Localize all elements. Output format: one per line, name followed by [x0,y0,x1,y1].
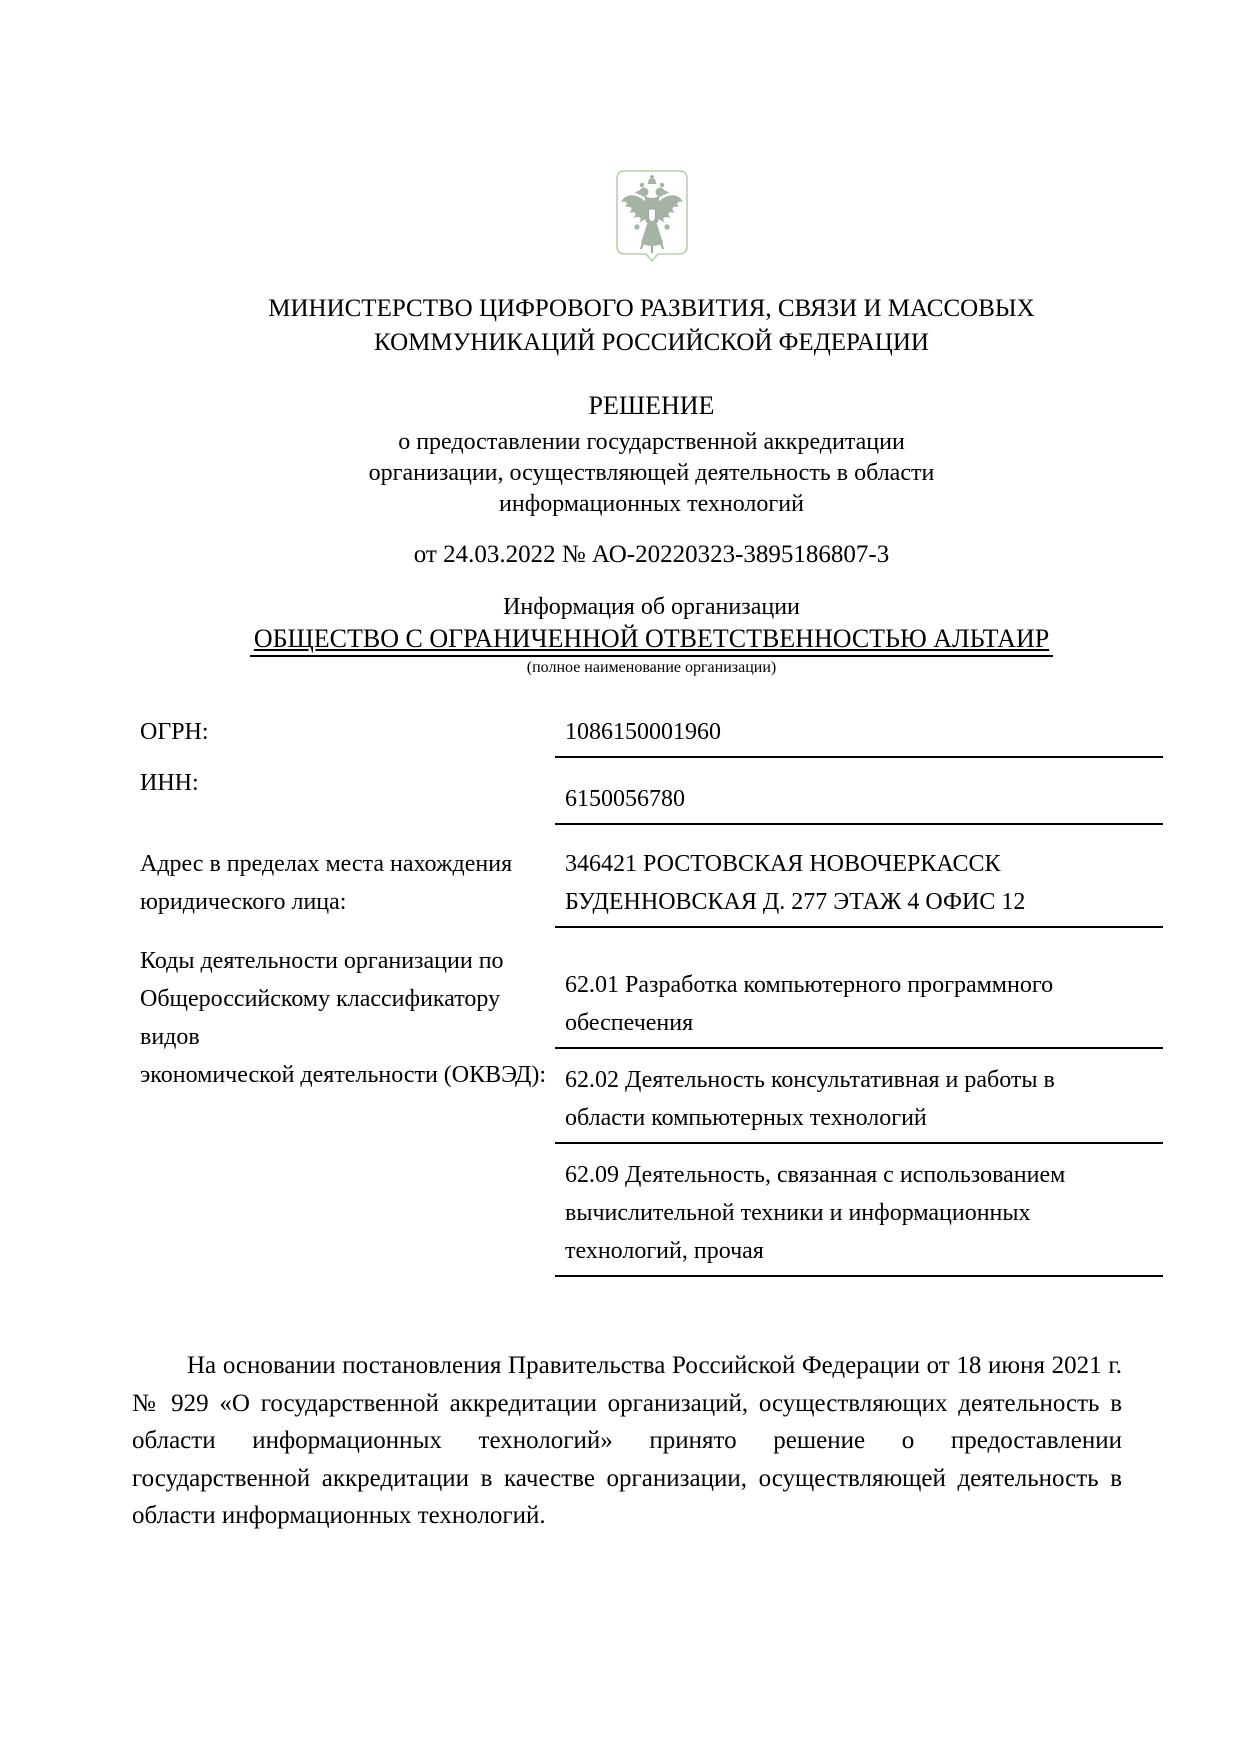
okved-code-line: области компьютерных технологий [555,1099,1163,1144]
inn-label: ИНН: [140,770,199,796]
okved-code-line: обеспечения [555,1004,1163,1049]
okved-code-line: 62.01 Разработка компьютерного программного [565,972,1054,998]
org-name-row [140,624,1163,657]
decision-paragraph: На основании постановления Правительства Российской Федерации от 18 июня 2021 г. № 929 «О государственной аккредитации организаций, осуществляющих деятельность в области информационных технологий» принято решение о предоставлении государственной аккредитации в качестве организации, осуществляющей деятельность в области информационных технологий. [132,1352,1122,1529]
okved-label [140,942,555,1094]
address-label-line: Адрес в пределах места нахождения [140,851,513,877]
ogrn-label: ОГРН: [140,719,209,745]
okved-code-line: 62.09 Деятельность, связанная с использованием [565,1162,1066,1188]
org-fields [140,713,1163,1289]
address-label-line: юридического лица: [140,889,347,915]
okved-code-line: 62.02 Деятельность консультативная и работы в [565,1067,1055,1093]
field-row-inn [140,764,1163,831]
inn-value-field [555,764,1163,831]
document-date-number: от 24.03.2022 № АО-20220323-3895186807-3 [413,541,890,568]
subtitle-line: информационных технологий [499,491,804,517]
org-full-name: ОБЩЕСТВО С ОГРАНИЧЕННОЙ ОТВЕТСТВЕННОСТЬЮ АЛЬТАИР [250,624,1053,657]
field-row-ogrn [140,713,1163,764]
address-label [140,845,555,921]
document-subtitle [140,427,1163,520]
document-content [0,168,1241,1535]
org-info-heading: Информация об организации [503,594,800,620]
ministry-name: МИНИСТЕРСТВО ЦИФРОВОГО РАЗВИТИЯ, СВЯЗИ И МАССОВЫХ КОММУНИКАЦИЙ РОССИЙСКОЙ ФЕДЕРАЦИИ [268,295,1035,356]
address-value-field [555,845,1163,934]
org-name-caption: (полное наименование организации) [526,659,777,676]
okved-code-line: технологий, прочая [555,1232,1163,1277]
okved-code-6202 [555,1061,1163,1144]
okved-code-6201 [555,966,1163,1049]
okved-label-line: экономической деятельности (ОКВЭД): [140,1062,547,1088]
document-title: РЕШЕНИЕ [588,391,715,420]
subtitle-line: о предоставлении государственной аккредитации [398,429,905,455]
okved-code-line: вычислительной техники и информационных [565,1200,1031,1226]
field-row-address [140,845,1163,934]
inn-value: 6150056780 [555,780,1163,825]
address-value-line: БУДЕННОВСКАЯ Д. 277 ЭТАЖ 4 ОФИС 12 [555,883,1163,928]
ogrn-value-field [555,713,1163,764]
okved-label-line: Коды деятельности организации по [140,948,504,974]
russian-coat-of-arms-icon [613,168,691,262]
ogrn-value: 1086150001960 [555,713,1163,758]
okved-code-6209 [555,1156,1163,1277]
field-row-okved [140,942,1163,1289]
subtitle-line: организации, осуществляющей деятельность в области [368,460,935,486]
okved-label-line: Общероссийскому классификатору видов [140,986,501,1050]
address-value-line: 346421 РОСТОВСКАЯ НОВОЧЕРКАССК [565,851,1001,877]
okved-value-field [555,942,1163,1289]
